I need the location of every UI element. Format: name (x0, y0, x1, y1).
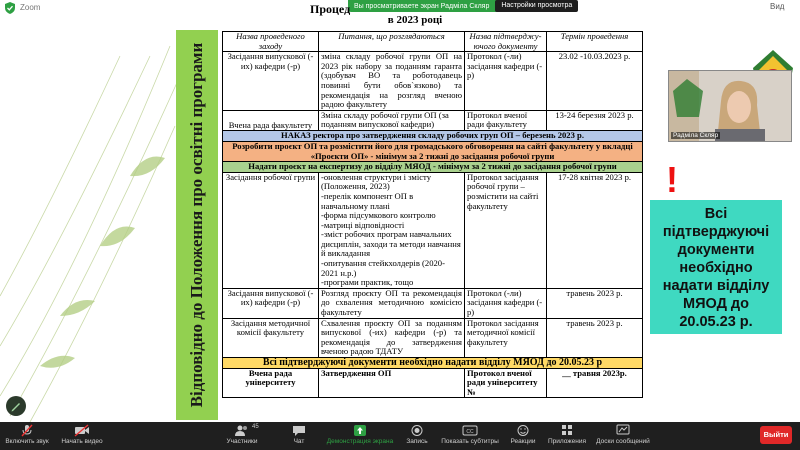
band-order (223, 131, 643, 142)
pen-icon[interactable] (6, 396, 26, 416)
page-title: Процед (310, 2, 351, 16)
term-cell: травень 2023 р. (547, 318, 643, 357)
reactions-label: Реакции (510, 438, 536, 445)
subtitles-button[interactable] (440, 424, 500, 448)
term-cell: 23.02 -10.03.2023 р. (547, 52, 643, 111)
issue-cell (319, 172, 465, 288)
apps-button[interactable] (546, 424, 588, 448)
share-banner-text: Вы просматриваете экран Радміла Скляр (354, 2, 490, 10)
camera-off-icon (74, 424, 90, 437)
event-cell: Вчена рада факультету (223, 110, 319, 131)
doc-italic-text: розмістити на сайті факультету (467, 190, 539, 211)
doc-cell: Протокол (-ли) засідання кафедри (-р) (465, 288, 547, 318)
issue-cell: Розгляд проєкту ОП та рекомендація до схвалення методичною комісією факультету (319, 288, 465, 318)
event-cell: Вчена рада університету (223, 368, 319, 398)
chat-icon (292, 424, 306, 437)
microphone-muted-icon (20, 424, 34, 437)
event-cell: Засідання випускової (-их) кафедри (-р) (223, 52, 319, 111)
doc-cell: Протокол вченої ради університету № (465, 368, 547, 398)
issue-line: -зміст робочих програм навчальних дисциплін, заходи та методи навчання й викладання (321, 229, 461, 259)
zoom-tag: Zoom (20, 3, 41, 12)
issue-line: -матриці відповідності (321, 219, 405, 230)
issue-line: -оновлення структури і змісту (Положення, 2023) (321, 171, 431, 192)
video-label: Начать видео (61, 438, 103, 445)
meeting-toolbar (0, 422, 800, 450)
header-cell: Назва підтверджу-ючого документу (465, 32, 547, 52)
mute-label: Включить звук (5, 438, 49, 445)
band-order-text: НАКАЗ ректора про затвердження складу робочих груп ОП – березень 2023 р. (223, 131, 643, 142)
doc-cell (465, 172, 547, 288)
band-draft (223, 141, 643, 161)
exclamation-icon: ! (666, 159, 678, 200)
table-row (223, 172, 643, 288)
page-subtitle: в 2023 році (387, 14, 443, 26)
band-expertise (223, 162, 643, 173)
term-cell: 13-24 березня 2023 р. (547, 110, 643, 131)
term-cell: травень 2023 р. (547, 288, 643, 318)
share-screen-icon (353, 424, 367, 437)
record-icon (410, 424, 424, 437)
vertical-title: Відповідно до Положення про освітні програми (187, 42, 206, 408)
issue-cell: зміна складу робочої групи ОП на 2023 рік набору за поданням гаранта (здобувач ВО та роботодавець повинні бути обов`язково) та рекомендація на розгляд вченою радою факультету (319, 52, 465, 111)
band-deadline (223, 358, 643, 369)
header-cell: Питання, що розглядаються (319, 32, 465, 52)
issue-cell: Зміна складу робочої групи ОП (за поданням випускової кафедри) (319, 110, 465, 131)
table-row (223, 52, 643, 111)
table-header-row (223, 32, 643, 52)
svg-text:CC: CC (466, 429, 474, 435)
whiteboard-icon (616, 424, 630, 437)
participants-label: Участники (226, 438, 258, 445)
procedure-table (222, 31, 643, 398)
record-button[interactable] (404, 424, 430, 448)
band-deadline-text: Всі підтверджуючі документи необхідно надати відділу МЯОД до 20.05.23 р (223, 358, 643, 369)
doc-text: Протокол засідання робочої групи – (467, 171, 539, 192)
event-cell: Засідання методичної комісії факультету (223, 318, 319, 357)
leave-button[interactable]: Выйти (760, 426, 792, 444)
issue-cell: Затвердження ОП (319, 368, 465, 398)
band-draft-text: Розробити проєкт ОП та розмістити його для громадського обговорення на сайті факультету у вкладці «Проєкти ОП» - мінімум за 2 тижні до засідання робочої групи (223, 141, 643, 161)
apps-icon (560, 424, 574, 437)
issue-line: -опитування стейкхолдерів (2020-2021 н.р.) (321, 258, 445, 278)
subtitles-label: Показать субтитры (441, 438, 499, 445)
table-row (223, 318, 643, 357)
whiteboard-label: Доски сообщений (596, 438, 650, 445)
share-banner (348, 0, 574, 12)
participant-avatar (669, 71, 791, 141)
doc-cell: Протокол вченої ради факультету (465, 110, 547, 131)
doc-cell: Протокол (-ли) засідання кафедри (-р) (465, 52, 547, 111)
view-options-button[interactable]: Настройки просмотра (495, 0, 578, 12)
callout-text: Всі підтверджуючі документи необхідно надати відділу МЯОД до 20.05.23 р. (662, 206, 770, 330)
event-cell: Засідання випускової (-их) кафедри (-р) (223, 288, 319, 318)
shield-icon[interactable] (4, 2, 16, 14)
issue-line: -перелік компонент ОП в навчальному плані (321, 190, 414, 211)
band-expertise-text: Надати проєкт на експертизу до відділу МЯОД - мінімум за 2 тижні до засідання робочої групи (223, 162, 643, 173)
header-cell: Назва проведеного заходу (223, 32, 319, 52)
event-cell: Засідання робочої групи (223, 172, 319, 288)
share-screen-label: Демонстрация экрана (326, 438, 394, 445)
table-row (223, 368, 643, 398)
reactions-button[interactable] (508, 424, 538, 448)
participants-icon (234, 424, 250, 437)
issue-line: -програми практик, тощо (321, 277, 414, 288)
whiteboard-button[interactable] (594, 424, 652, 448)
issue-line: -форма підсумкового контролю (321, 210, 436, 221)
term-cell: 17-28 квітня 2023 р. (547, 172, 643, 288)
share-screen-button[interactable] (326, 424, 394, 448)
participant-video[interactable] (668, 70, 792, 142)
table-row (223, 288, 643, 318)
view-button[interactable]: Вид (770, 2, 785, 11)
chat-label: Чат (293, 438, 305, 445)
participant-name: Радміла Скляр (673, 132, 719, 139)
smile-icon (516, 424, 530, 437)
record-label: Запись (406, 438, 428, 445)
subtitles-icon (462, 424, 478, 437)
table-row (223, 110, 643, 131)
participants-count: 45 (252, 424, 259, 430)
apps-label: Приложения (547, 438, 587, 445)
header-cell: Термін проведення (547, 32, 643, 52)
video-button[interactable] (60, 424, 104, 448)
chat-button[interactable] (286, 424, 312, 448)
mute-button[interactable] (4, 424, 50, 448)
doc-cell: Протокол засідання методичної комісії факультету (465, 318, 547, 357)
issue-cell: Схвалення проєкту ОП за поданням випускової (-их) кафедри (-р) та рекомендація до затвердження вченою радою ТДАТУ (319, 318, 465, 357)
term-cell: __ травня 2023р. (547, 368, 643, 398)
